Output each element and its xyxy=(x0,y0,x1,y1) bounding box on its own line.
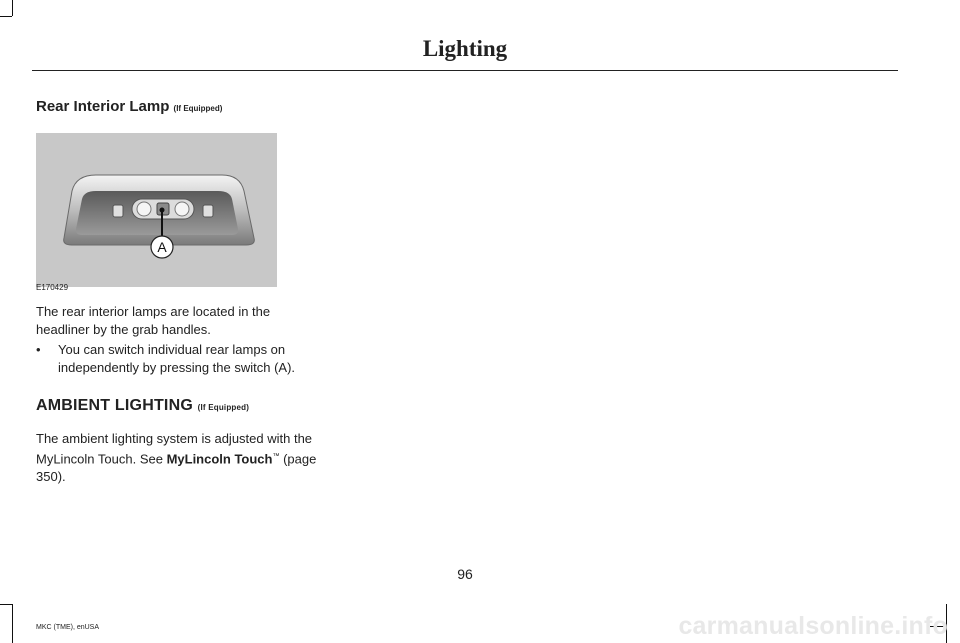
crop-mark xyxy=(12,0,13,16)
ambient-qualifier: (If Equipped) xyxy=(197,403,250,412)
ambient-heading-text: AMBIENT LIGHTING xyxy=(36,397,193,414)
rear-lamp-heading-text: Rear Interior Lamp xyxy=(36,98,170,115)
ambient-heading xyxy=(36,397,249,415)
crop-mark xyxy=(0,604,12,605)
ambient-paragraph xyxy=(36,430,326,486)
page-title: Lighting xyxy=(422,36,508,61)
page-reference: (page 350). xyxy=(36,451,317,485)
rear-lamp-figure xyxy=(36,133,277,287)
ambient-text: The ambient lighting system is adjusted with the MyLincoln Touch. See xyxy=(36,431,313,467)
header-divider xyxy=(32,70,898,71)
mylincoln-touch-link[interactable]: MyLincoln Touch xyxy=(166,451,273,467)
rear-lamp-qualifier: (If Equipped) xyxy=(173,104,223,113)
rear-lamp-heading xyxy=(36,98,222,115)
bullet-mark: • xyxy=(36,342,41,357)
figure-code: E170429 xyxy=(36,283,69,292)
bullet-text: You can switch individual rear lamps on independently by pressing the switch (A). xyxy=(58,342,296,375)
figure-callout-a: A xyxy=(157,239,167,255)
watermark: carmanualsonline.info xyxy=(678,612,948,640)
rear-lamp-illustration xyxy=(36,133,277,287)
crop-mark xyxy=(12,604,13,643)
document-code: MKC (TME), enUSA xyxy=(36,624,100,631)
crop-mark xyxy=(0,16,12,17)
page-number: 96 xyxy=(457,566,473,582)
trademark-symbol: ™ xyxy=(272,453,280,460)
rear-lamp-paragraph: The rear interior lamps are located in the headliner by the grab handles. xyxy=(36,304,271,337)
list-item xyxy=(36,341,326,377)
